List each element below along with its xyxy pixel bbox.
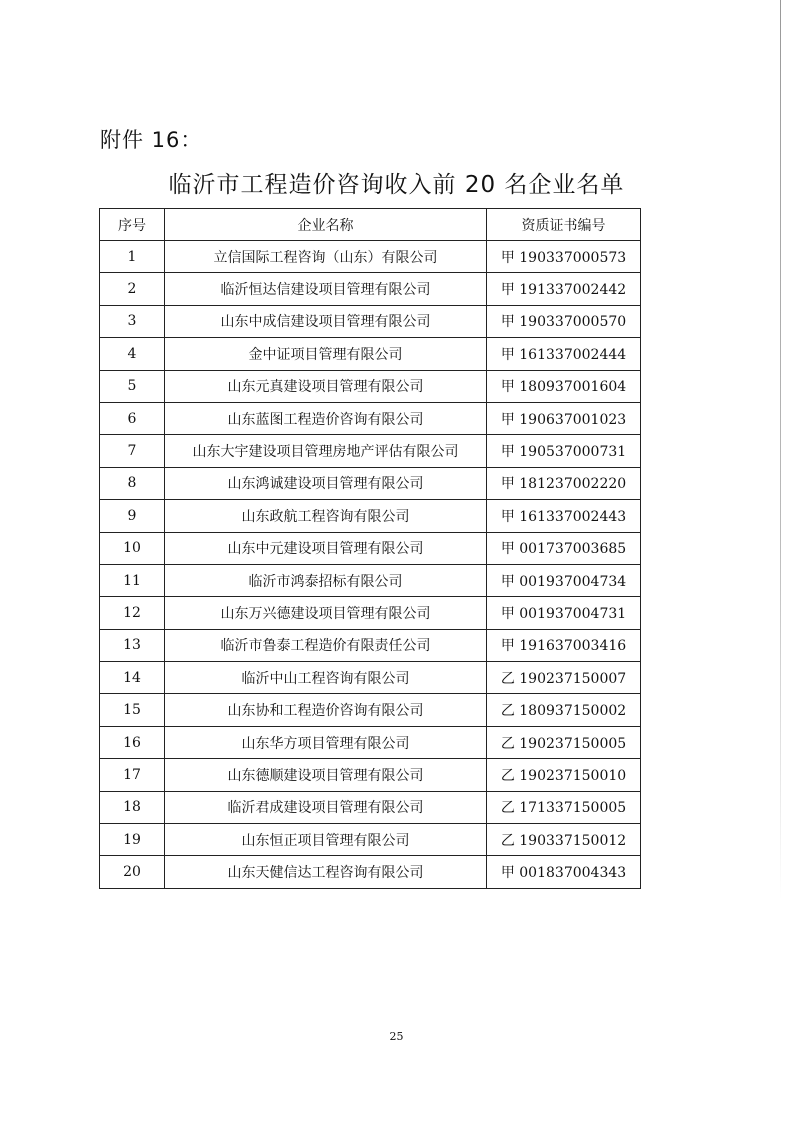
cell-index: 3 [100,305,165,337]
table-header-row [100,209,641,241]
table-row [100,694,641,726]
cell-index: 5 [100,370,165,402]
cell-certificate-number: 甲 190337000570 [487,305,641,337]
cell-company-name: 临沂恒达信建设项目管理有限公司 [165,273,487,305]
table-row [100,662,641,694]
cell-company-name: 山东天健信达工程咨询有限公司 [165,856,487,888]
table-row [100,597,641,629]
cell-company-name: 山东德顺建设项目管理有限公司 [165,759,487,791]
cell-index: 20 [100,856,165,888]
cell-company-name: 山东蓝图工程造价咨询有限公司 [165,402,487,434]
page-number: 25 [389,1030,404,1043]
table-row [100,402,641,434]
cell-index: 16 [100,726,165,758]
cell-index: 14 [100,662,165,694]
table-row [100,435,641,467]
cell-company-name: 山东鸿诚建设项目管理有限公司 [165,467,487,499]
cell-company-name: 临沂君成建设项目管理有限公司 [165,791,487,823]
cell-company-name: 山东中元建设项目管理有限公司 [165,532,487,564]
table-row [100,564,641,596]
cell-company-name: 山东政航工程咨询有限公司 [165,500,487,532]
cell-index: 1 [100,241,165,273]
cell-certificate-number: 乙 190237150005 [487,726,641,758]
cell-index: 7 [100,435,165,467]
table-body [100,241,641,889]
header-certificate-number: 资质证书编号 [487,209,641,241]
cell-certificate-number: 甲 161337002444 [487,338,641,370]
cell-certificate-number: 甲 191337002442 [487,273,641,305]
table-row [100,241,641,273]
header-index: 序号 [100,209,165,241]
cell-index: 9 [100,500,165,532]
cell-company-name: 山东协和工程造价咨询有限公司 [165,694,487,726]
cell-index: 4 [100,338,165,370]
cell-certificate-number: 乙 171337150005 [487,791,641,823]
table-row [100,305,641,337]
cell-index: 2 [100,273,165,305]
cell-certificate-number: 乙 190237150010 [487,759,641,791]
cell-company-name: 山东万兴德建设项目管理有限公司 [165,597,487,629]
cell-certificate-number: 甲 001837004343 [487,856,641,888]
cell-company-name: 山东中成信建设项目管理有限公司 [165,305,487,337]
cell-company-name: 山东大宇建设项目管理房地产评估有限公司 [165,435,487,467]
table-row [100,759,641,791]
table-row [100,338,641,370]
cell-company-name: 山东华方项目管理有限公司 [165,726,487,758]
cell-index: 13 [100,629,165,661]
table-row [100,824,641,856]
table-row [100,532,641,564]
table-row [100,791,641,823]
table-row [100,370,641,402]
table-row [100,500,641,532]
scan-edge-line [780,0,781,900]
cell-company-name: 山东元真建设项目管理有限公司 [165,370,487,402]
cell-index: 12 [100,597,165,629]
cell-certificate-number: 甲 001737003685 [487,532,641,564]
cell-company-name: 临沂中山工程咨询有限公司 [165,662,487,694]
cell-certificate-number: 甲 190637001023 [487,402,641,434]
attachment-label: 附件 16： [100,128,203,152]
cell-certificate-number: 乙 190237150007 [487,662,641,694]
page-title: 临沂市工程造价咨询收入前 20 名企业名单 [168,172,625,198]
cell-company-name: 临沂市鸿泰招标有限公司 [165,564,487,596]
cell-index: 15 [100,694,165,726]
table-row [100,273,641,305]
table-row [100,467,641,499]
cell-company-name: 临沂市鲁泰工程造价有限责任公司 [165,629,487,661]
cell-index: 17 [100,759,165,791]
cell-certificate-number: 甲 190337000573 [487,241,641,273]
cell-certificate-number: 甲 001937004734 [487,564,641,596]
table-row [100,726,641,758]
cell-index: 6 [100,402,165,434]
cell-company-name: 山东恒正项目管理有限公司 [165,824,487,856]
cell-company-name: 金中证项目管理有限公司 [165,338,487,370]
cell-certificate-number: 甲 181237002220 [487,467,641,499]
cell-certificate-number: 甲 161337002443 [487,500,641,532]
cell-certificate-number: 甲 180937001604 [487,370,641,402]
cell-certificate-number: 乙 190337150012 [487,824,641,856]
table-row [100,856,641,888]
company-table [99,208,641,889]
cell-certificate-number: 甲 190537000731 [487,435,641,467]
cell-index: 19 [100,824,165,856]
cell-certificate-number: 甲 191637003416 [487,629,641,661]
cell-index: 18 [100,791,165,823]
cell-index: 10 [100,532,165,564]
header-company-name: 企业名称 [165,209,487,241]
cell-certificate-number: 乙 180937150002 [487,694,641,726]
cell-index: 8 [100,467,165,499]
cell-certificate-number: 甲 001937004731 [487,597,641,629]
cell-index: 11 [100,564,165,596]
table-row [100,629,641,661]
cell-company-name: 立信国际工程咨询（山东）有限公司 [165,241,487,273]
